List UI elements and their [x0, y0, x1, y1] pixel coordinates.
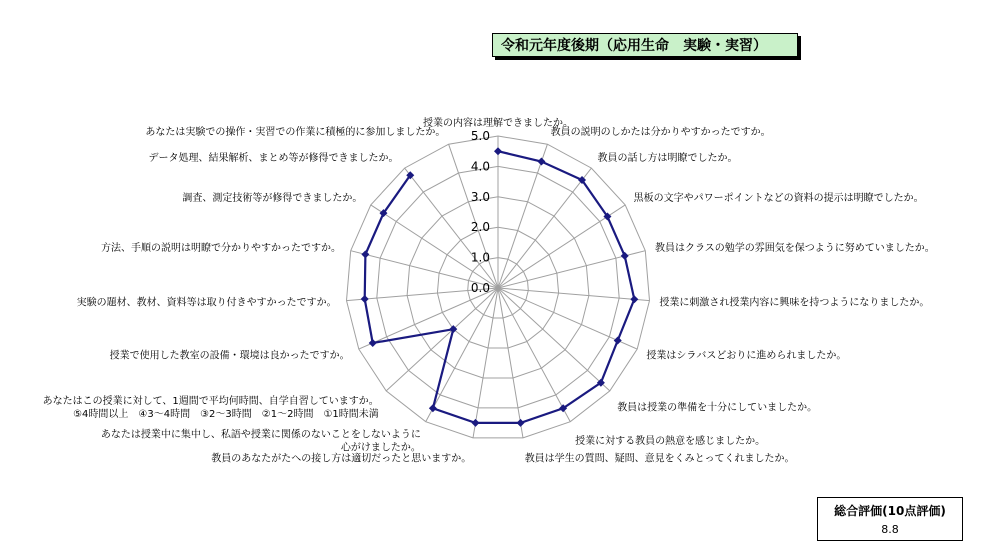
axis-label: 授業の内容は理解できましたか。	[423, 118, 573, 129]
axis-label: 方法、手順の説明は明瞭で分かりやすかったですか。	[101, 243, 341, 255]
data-point	[630, 295, 638, 303]
grid-spoke	[498, 144, 547, 288]
data-point	[369, 339, 377, 347]
axis-label: あなたは実験での操作・実習での作業に積極的に参加しましたか。	[145, 127, 446, 138]
data-point	[471, 419, 479, 427]
axis-label: 黒板の文字やパワーポイントなどの資料の提示は明瞭でしたか。	[633, 193, 924, 205]
axis-label: 教員は学生の質問、疑問、意見をくみとってくれましたか。	[524, 453, 795, 465]
axis-label: 授業に刺激され授業内容に興味を持つようになりましたか。	[659, 297, 930, 309]
axis-label: データ処理、結果解析、まとめ等が修得できましたか。	[148, 153, 399, 164]
axis-label: 実験の題材、教材、資料等は取り付きやすかったですか。	[76, 297, 337, 309]
axis-label: 授業に対する教員の熱意を感じましたか。	[575, 436, 766, 447]
radial-tick-label: 2.0	[470, 220, 490, 235]
data-point	[494, 147, 502, 155]
grid-spoke	[371, 205, 498, 288]
radial-tick-label: 3.0	[470, 189, 490, 204]
axis-label: 心がけましたか。	[340, 442, 421, 454]
axis-label: 教員は授業の準備を十分にしていましたか。	[617, 402, 818, 414]
axis-label: ⑤4時間以上 ④3～4時間 ③2～3時間 ②1～2時間 ①1時間未満	[73, 408, 379, 420]
axis-label: 教員はクラスの勉学の雰囲気を保つように努めていましたか。	[655, 243, 935, 255]
chart-title: 令和元年度後期（応用生命 実験・実習）	[492, 33, 798, 57]
overall-score-value: 8.8	[881, 523, 899, 536]
grid-spoke	[359, 288, 498, 349]
axis-label: 教員の説明のしかたは分かりやすかったですか。	[550, 127, 771, 138]
data-point	[361, 250, 369, 258]
axis-label: 調査、測定技術等が修得できましたか。	[182, 193, 363, 205]
radial-tick-label: 0.0	[470, 281, 490, 295]
grid-spoke	[498, 168, 591, 288]
data-point	[517, 419, 525, 427]
data-point	[429, 404, 437, 412]
radial-tick-label: 1.0	[470, 250, 490, 265]
overall-score-box	[817, 497, 963, 541]
axis-label: 教員の話し方は明瞭でしたか。	[597, 153, 738, 164]
data-point	[621, 252, 629, 260]
axis-label: 授業はシラバスどおりに進められましたか。	[646, 350, 847, 362]
grid-spoke	[498, 288, 650, 301]
data-point	[537, 157, 545, 165]
data-point	[361, 295, 369, 303]
axis-label: あなたはこの授業に対して、1週間で平均何時間、自学自習していますか。	[42, 395, 379, 407]
axis-label: あなたは授業中に集中し、私語や授業に関係のないことをしないように	[100, 429, 421, 441]
axis-label: 授業で使用した教室の設備・環境は良かったですか。	[109, 350, 350, 362]
grid-spoke	[498, 288, 610, 391]
overall-score-label: 総合評価(10点評価)	[834, 504, 946, 518]
axis-label: 教員のあなたがたへの接し方は適切だったと思いますか。	[211, 453, 472, 465]
data-point	[614, 337, 622, 345]
radial-tick-label: 5.0	[470, 129, 490, 143]
radial-tick-label: 4.0	[470, 159, 490, 174]
